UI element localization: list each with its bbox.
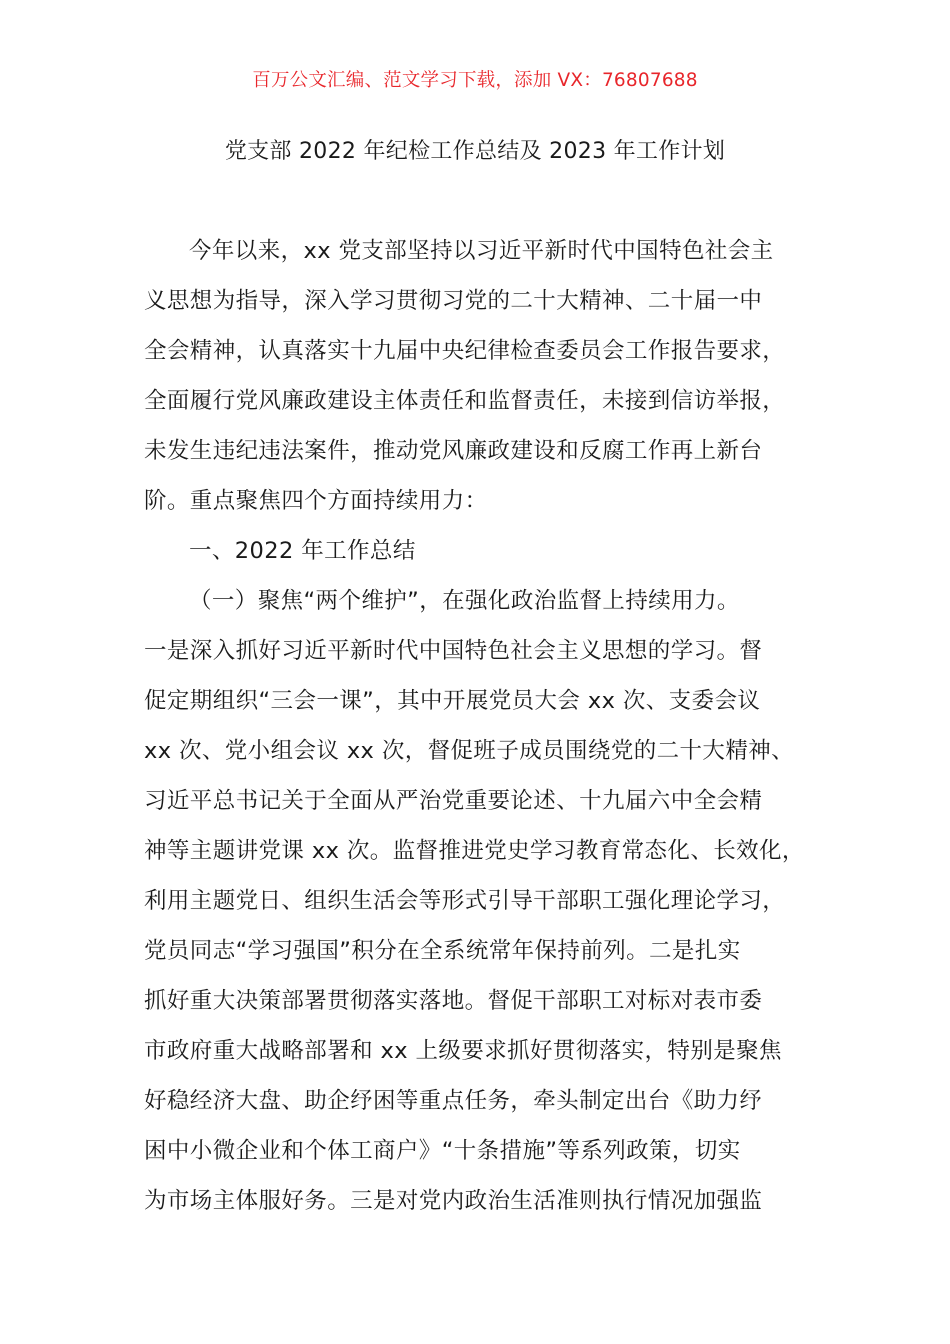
body-line: 习近平总书记关于全面从严治党重要论述、十九届六中全会精	[144, 788, 763, 814]
body-line: 困中小微企业和个体工商户》“十条措施”等系列政策，切实	[144, 1138, 741, 1164]
body-line: 今年以来，xx 党支部坚持以习近平新时代中国特色社会主	[189, 238, 774, 264]
body-line: 全会精神，认真落实十九届中央纪律检查委员会工作报告要求，	[144, 338, 786, 364]
body-line: xx 次、党小组会议 xx 次，督促班子成员围绕党的二十大精神、	[144, 738, 795, 764]
section-heading: 一、2022 年工作总结	[189, 538, 416, 564]
body-line: 抓好重大决策部署贯彻落实落地。督促干部职工对标对表市委	[144, 988, 763, 1014]
body-line: 全面履行党风廉政建设主体责任和监督责任，未接到信访举报，	[144, 388, 786, 414]
body-line: 促定期组织“三会一课”，其中开展党员大会 xx 次、支委会议	[144, 688, 761, 714]
body-line: 未发生违纪违法案件，推动党风廉政建设和反腐工作再上新台	[144, 438, 763, 464]
body-line: 党员同志“学习强国”积分在全系统常年保持前列。二是扎实	[144, 938, 741, 964]
body-line: 义思想为指导，深入学习贯彻习党的二十大精神、二十届一中	[144, 288, 763, 314]
body-line: 一是深入抓好习近平新时代中国特色社会主义思想的学习。督	[144, 638, 763, 664]
subsection-heading: （一）聚焦“两个维护”，在强化政治监督上持续用力。	[189, 588, 740, 614]
body-line: 为市场主体服好务。三是对党内政治生活准则执行情况加强监	[144, 1188, 763, 1214]
watermark-text: 百万公文汇编、范文学习下载，添加 VX：76807688	[252, 70, 698, 91]
body-line: 市政府重大战略部署和 xx 上级要求抓好贯彻落实，特别是聚焦	[144, 1038, 782, 1064]
document-title: 党支部 2022 年纪检工作总结及 2023 年工作计划	[224, 139, 726, 164]
body-line: 神等主题讲党课 xx 次。监督推进党史学习教育常态化、长效化，	[144, 838, 805, 864]
body-line: 阶。重点聚焦四个方面持续用力：	[144, 488, 488, 514]
body-line: 好稳经济大盘、助企纾困等重点任务，牵头制定出台《助力纾	[144, 1088, 763, 1114]
document-body	[144, 226, 844, 1226]
body-line: 利用主题党日、组织生活会等形式引导干部职工强化理论学习，	[144, 888, 786, 914]
